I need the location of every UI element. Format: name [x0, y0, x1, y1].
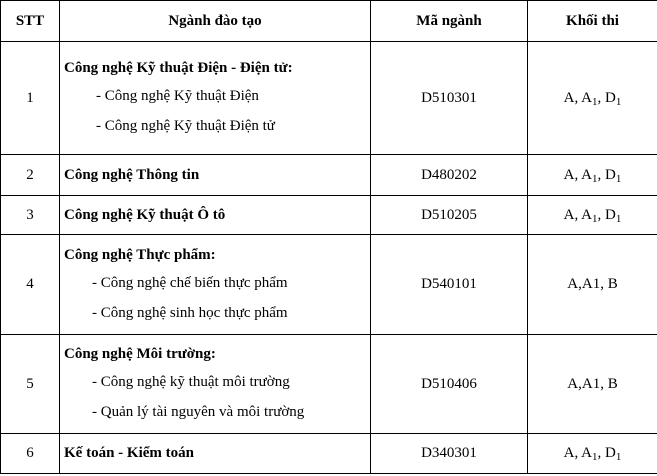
cell-nganh [60, 235, 371, 335]
table-row [1, 196, 657, 235]
sub-major: - Công nghệ sinh học thực phẩm [92, 304, 288, 321]
subscript: 1 [592, 95, 598, 108]
sub-major: - Công nghệ Kỹ thuật Điện [96, 88, 259, 104]
table-row [1, 235, 657, 335]
cell-ma-nganh: D510205 [371, 196, 528, 235]
table-row [1, 335, 657, 434]
cell-khoi-thi: A, $A_1$, $D_1$ [528, 434, 657, 474]
cell-khoi-thi: A, $A_1$, $D_1$ [528, 196, 657, 235]
major-title: Kế toán - Kiểm toán [60, 434, 371, 474]
major-title: Công nghệ Thực phẩm: [64, 246, 216, 263]
cell-khoi-thi: A,A1, B [528, 235, 657, 335]
sub-major: - Công nghệ chế biến thực phẩm [92, 274, 288, 291]
cell-nganh [60, 42, 371, 155]
header-ma-nganh: Mã ngành [371, 1, 528, 42]
cell-khoi-thi: A, $A_1$, $D_1$ [528, 155, 657, 196]
cell-stt: 6 [1, 434, 60, 474]
subscript: 1 [615, 172, 622, 185]
subscript: 1 [615, 451, 622, 463]
cell-khoi-thi: A, $A_1$, $D_1$ [528, 42, 657, 155]
cell-ma-nganh: D480202 [371, 155, 528, 196]
cell-khoi-thi: A,A1, B [528, 335, 657, 434]
subscript: 1 [615, 212, 622, 225]
major-title: Công nghệ Kỹ thuật Điện - Điện tử: [64, 60, 293, 76]
header-row [1, 1, 657, 42]
header-stt: STT [1, 1, 60, 42]
sub-major: - Quản lý tài nguyên và môi trường [92, 404, 305, 420]
major-title: Công nghệ Kỹ thuật Ô tô [60, 196, 371, 235]
subscript: 1 [592, 451, 598, 463]
major-title: Công nghệ Môi trường: [64, 346, 216, 362]
subscript: 1 [615, 95, 622, 108]
major-title: Công nghệ Thông tin [60, 155, 371, 196]
cell-nganh [60, 335, 371, 434]
table-row [1, 155, 657, 196]
cell-ma-nganh: D510406 [371, 335, 528, 434]
cell-stt: 1 [1, 42, 60, 155]
cell-stt: 2 [1, 155, 60, 196]
subscript: 1 [592, 172, 598, 185]
cell-stt: 4 [1, 235, 60, 335]
table-row [1, 434, 657, 474]
cell-stt: 3 [1, 196, 60, 235]
cell-ma-nganh: D510301 [371, 42, 528, 155]
cell-stt: 5 [1, 335, 60, 434]
header-khoi-thi: Khối thi [528, 1, 657, 42]
sub-major: - Công nghệ kỹ thuật môi trường [92, 374, 290, 390]
sub-major: - Công nghệ Kỹ thuật Điện tử [96, 118, 275, 134]
cell-ma-nganh: D340301 [371, 434, 528, 474]
cell-ma-nganh: D540101 [371, 235, 528, 335]
header-nganh-dao-tao: Ngành đào tạo [60, 1, 371, 42]
table-row [1, 42, 657, 155]
subscript: 1 [592, 212, 598, 225]
